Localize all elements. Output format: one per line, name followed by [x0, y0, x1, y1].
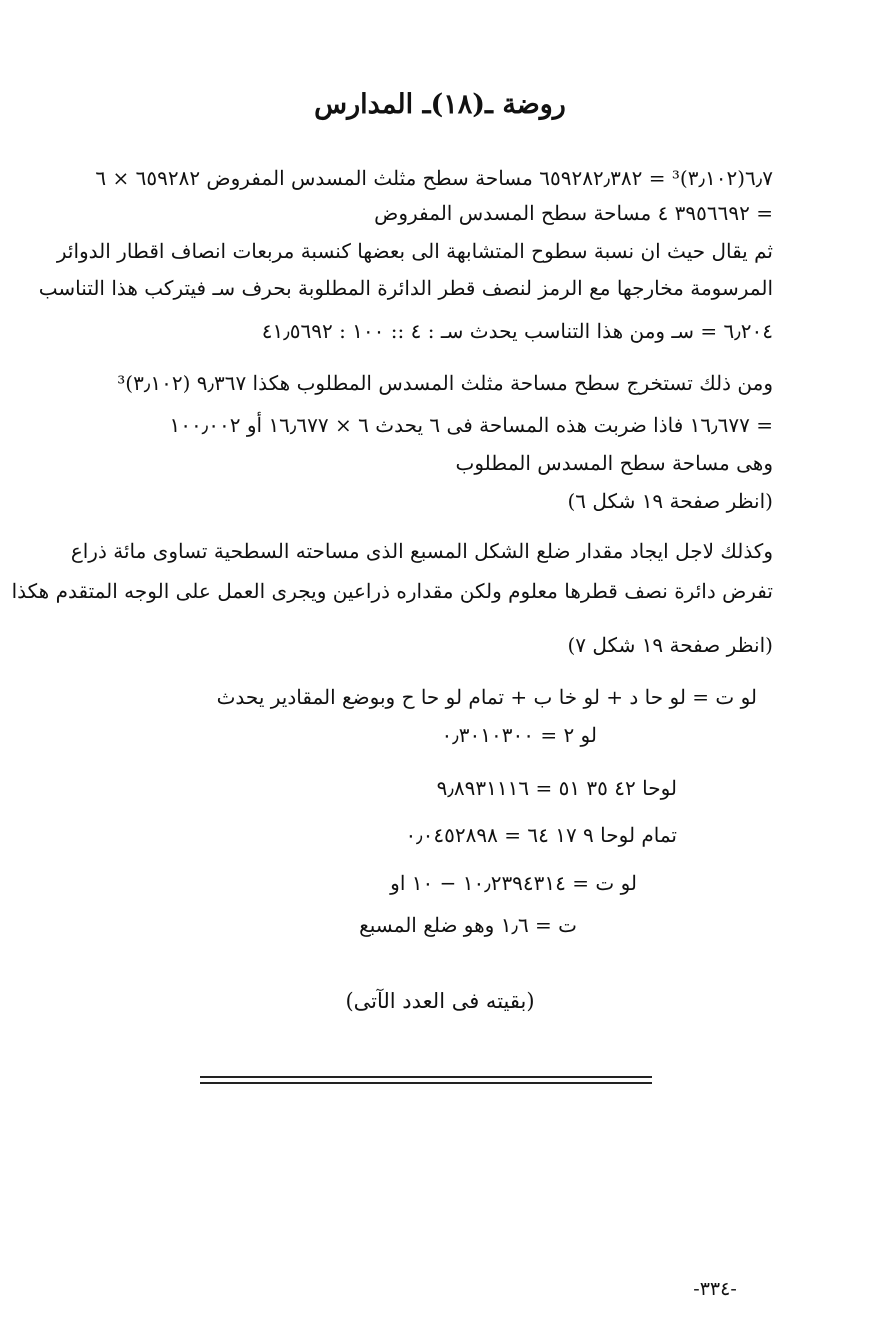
text-line: ثم يقال حيث ان نسبة سطوح المتشابهة الى بعضها كنسبة مربعات انصاف اقطار الدوائر — [56, 239, 773, 263]
text-line: ٦٫٧(٣٫١٠٢)³ = ٦٥٩٢٨٢٫٣٨٢ مساحة سطح مثلث المسدس المفروض ٦٥٩٢٨٢ × ٦ — [95, 166, 773, 190]
text-line: ومن ذلك تستخرج سطح مساحة مثلث المسدس المطلوب هكذا ٩٫٣٦٧ (٣٫١٠٢)³ — [117, 371, 773, 395]
equation-line: تمام لوحا ٩ ١٧ ٦٤ = ٠٫٠٤٥٢٨٩٨ — [405, 823, 677, 847]
equation-line: لوحا ٤٢ ٣٥ ٥١ = ٩٫٨٩٣١١١٦ — [436, 776, 677, 800]
text-line: = ١٦٫٦٧٧ فاذا ضربت هذه المساحة فى ٦ يحدث ٦ × ١٦٫٦٧٧ أو ١٠٠٫٠٠٢ — [169, 413, 773, 437]
equation-line: لو ت = لو حا د + لو خا ب + تمام لو حا ح وبوضع المقادير يحدث — [216, 685, 757, 709]
page-number: -٣٣٤- — [693, 1278, 737, 1300]
equation-line: لو ٢ = ٠٫٣٠١٠٣٠٠ — [441, 723, 597, 747]
figure-reference: (انظر صفحة ١٩ شكل ٧) — [567, 633, 773, 657]
equation-line: لو ت = ١٠٫٢٣٩٤٣١٤ − ١٠ او — [390, 871, 637, 895]
text-line: = ٣٩٥٦٦٩٢ ٤ مساحة سطح المسدس المفروض — [374, 201, 773, 225]
running-header: روضة ـ(١٨)ـ المدارس — [314, 89, 566, 120]
continuation-note: (بقيته فى العدد الآتى) — [345, 989, 535, 1013]
equation-line: ت = ١٫٦ وهو ضلع المسبع — [359, 913, 577, 937]
text-line: تفرض دائرة نصف قطرها معلوم ولكن مقداره ذراعين ويجرى العمل على الوجه المتقدم هكذا — [11, 579, 773, 603]
text-line: ٦٫٢٠٤ = سـ ومن هذا التناسب يحدث سـ : ٤ :: ١٠٠ : ٤١٫٥٦٩٢ — [261, 319, 773, 343]
text-line: المرسومة مخارجها مع الرمز لنصف قطر الدائرة المطلوبة بحرف سـ فيتركب هذا التناسب — [38, 276, 773, 300]
divider-rule — [200, 1076, 652, 1078]
divider-rule — [200, 1082, 652, 1084]
figure-reference: (انظر صفحة ١٩ شكل ٦) — [567, 489, 773, 513]
text-line: وهى مساحة سطح المسدس المطلوب — [455, 451, 773, 475]
text-line: وكذلك لاجل ايجاد مقدار ضلع الشكل المسبع الذى مساحته السطحية تساوى مائة ذراع — [70, 539, 773, 563]
